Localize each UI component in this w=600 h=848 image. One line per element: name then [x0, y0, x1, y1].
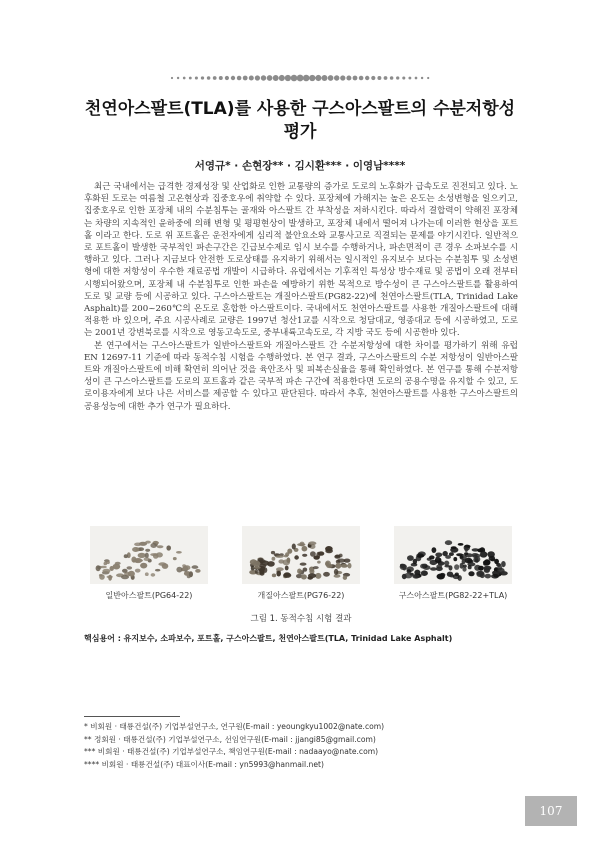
aggregate-image: [242, 526, 360, 584]
sample-photo: [242, 526, 360, 584]
decorative-dot: [315, 75, 321, 81]
decorative-dot: [402, 76, 405, 79]
figure-title: 그림 1. 동적수침 시험 결과: [250, 614, 352, 624]
decorative-dot: [285, 75, 291, 81]
decorative-dot: [346, 75, 351, 80]
decorative-dot: [377, 76, 381, 80]
figure-item-pg64: [84, 526, 214, 601]
decorative-dot: [171, 77, 173, 79]
decorative-dot: [427, 77, 429, 79]
footnote-1: * 비회원 · 태룡건설(주) 기업부설연구소, 연구원(E-mail : yeoungkyu1002@nate.com): [84, 722, 385, 731]
keywords: 핵심용어 : 유지보수, 소파보수, 포트홀, 구스아스팔트, 천연아스팔트(TLA, Trinidad Lake Asphalt): [84, 634, 453, 643]
decorative-dot: [219, 76, 223, 80]
decorative-dot: [213, 76, 217, 80]
paragraph-2: 본 연구에서는 구스아스팔트가 일반아스팔트와 개질아스팔트 간 수분저항성에 대한 차이를 평가하기 위해 유럽 EN 12697-11 기준에 따라 동적수침 시험을 수행하였다. 본 연구 결과, 구스아스팔트의 수분 저항성이 일반아스팔트와 개질아스팔트에 비해 확연히 의어난 것을 육안조사 및 피복손실율을 통해 확인하였다. 본 연구를 통해 수분저항성이 큰 구스아스팔트를 도로의 포트홀과 같은 국부적 파손 구간에 적용한다면 도로의 공용수명을 유지할 수 있고, 도로이용자에게 보다 나은 서비스를 제공할 수 있다고 판단된다. 따라서 추후, 천연아스팔트를 사용한 구스아스팔트의 공용성능에 대한 추가 연구가 필요하다.: [84, 340, 518, 412]
decorative-dot: [328, 75, 334, 81]
decorative-dot: [231, 76, 235, 80]
decorative-dot: [322, 75, 328, 81]
figure-caption: 구스아스팔트(PG82-22+TLA): [398, 591, 508, 600]
decorative-dot: [340, 75, 345, 80]
decorative-dot: [415, 77, 418, 80]
decorative-dot: [243, 76, 248, 81]
page-number: 107: [525, 796, 577, 826]
aggregate-image: [394, 526, 512, 584]
paragraph-1: 최근 국내에서는 급격한 경제성장 및 산업화로 인한 교통량의 증가로 도로의 노후화가 급속도로 진전되고 있다. 노후화된 도로는 여름철 고온현상과 집중호우에 취약할 수 있다. 포장체에 가해지는 높은 온도는 소성변형을 일으키고, 집중호우로 인한 포장체 내의 수분침투는 골재와 아스팔트 간 부착성을 저하시킨다. 따라서 결합력이 약해진 포장체는 차량의 지속적인 윤하중에 의해 변형 및 평평현상이 발생하고, 포장체 내에서 떨어져 나가는데 이러한 현상을 포트홀 이라고 한다. 도로 위 포트홀은 운전자에게 심리적 불안요소와 교통사고로 직결되는 문제를 야기시킨다. 일반적으로 포트홀이 발생한 국부적인 파손구간은 긴급보수제로 임시 보수를 수행하거나, 파손면적이 큰 경우 소파보수를 시행하고 있다. 그러나 지금보다 안전한 도로상태를 유지하기 위해서는 일시적인 유지보수 보다는 수분침투 및 소성변형에 대한 저항성이 우수한 재료공법 개발이 시급하다. 유럽에서는 기후적인 특성상 방수재료 및 공법이 오래 전부터 시행되어왔으며, 포장체 내 수분침투로 인한 파손을 예방하기 위한 목적으로 방수성이 큰 구스아스팔트를 활용하여 도로 및 교량 등에 시공하고 있다. 구스아스팔트는 개질아스팔트(PG82-22)에 천연아스팔트(TLA, Trinidad Lake Asphalt)를 200~260℃의 온도로 혼합한 아스팔트이다. 국내에서도 천연아스팔트를 사용한 개질아스팔트에 대해 적용한 바 있으며, 주요 시공사례로 교량은 1997년 청산1교를 시작으로 청담대교, 영종대교 등에 시공하였고, 도로는 2001년 강변북로를 시작으로 영동고속도로, 중부내륙고속도로, 각 지방 국도 등에 시공한바 있다.: [84, 182, 518, 339]
abstract-body: [84, 181, 518, 413]
aggregate-image: [90, 526, 208, 584]
figure-item-pg82-tla: [388, 526, 518, 601]
decorative-dot: [189, 77, 192, 80]
footnote-divider: [84, 716, 180, 717]
decorative-dot: [291, 75, 298, 82]
decorative-dot: [421, 77, 423, 79]
decorative-dot: [261, 75, 266, 80]
decorative-dot: [390, 76, 394, 80]
decorative-dot: [237, 76, 242, 81]
decorative-dot: [195, 76, 198, 79]
decorative-dot: [207, 76, 211, 80]
decorative-dot: [371, 76, 375, 80]
decorative-dot: [384, 76, 388, 80]
decorative-dot: [225, 76, 229, 80]
footnote-3: *** 비회원 · 태룡건설(주) 기업부설연구소, 책임연구원(E-mail : nadaayo@nate.com): [84, 747, 379, 756]
figure-caption: 개질아스팔트(PG76-22): [257, 591, 345, 600]
decorative-dot: [297, 75, 304, 82]
decorative-dots: [0, 72, 600, 84]
decorative-dot: [183, 77, 186, 80]
footnote-2: ** 정회원 · 태룡건설(주) 기업부설연구소, 선임연구원(E-mail : jjangi85@gmail.com): [84, 734, 376, 744]
figure-item-pg76: [236, 526, 366, 601]
decorative-dot: [359, 76, 364, 81]
footnotes: [84, 721, 524, 771]
title-line-1: 천연아스팔트(TLA)를 사용한 구스아스팔트의 수분저항성: [84, 99, 516, 119]
footnote-4: **** 비회원 · 태룡건설(주) 대표이사(E-mail : yn5993@hanmail.net): [84, 759, 324, 769]
decorative-dot: [273, 75, 279, 81]
decorative-dot: [408, 77, 411, 80]
decorative-dot: [177, 77, 179, 79]
decorative-dot: [201, 76, 204, 79]
authors: 서영규* · 손현장** · 김시환*** · 이영남****: [194, 160, 406, 172]
figure-caption: 일반아스팔트(PG64-22): [105, 591, 193, 600]
sample-photo: [394, 526, 512, 584]
decorative-dot: [279, 75, 285, 81]
sample-photo: [90, 526, 208, 584]
decorative-dot: [255, 75, 260, 80]
title-line-2: 평가: [283, 122, 317, 142]
decorative-dot: [309, 75, 315, 81]
decorative-dot: [334, 75, 339, 80]
decorative-dot: [249, 75, 254, 80]
decorative-dot: [365, 76, 369, 80]
decorative-dot: [396, 76, 399, 79]
paper-title: [40, 98, 560, 144]
decorative-dot: [267, 75, 273, 81]
decorative-dot: [303, 75, 310, 82]
figure: [84, 526, 518, 608]
decorative-dot: [353, 76, 358, 81]
